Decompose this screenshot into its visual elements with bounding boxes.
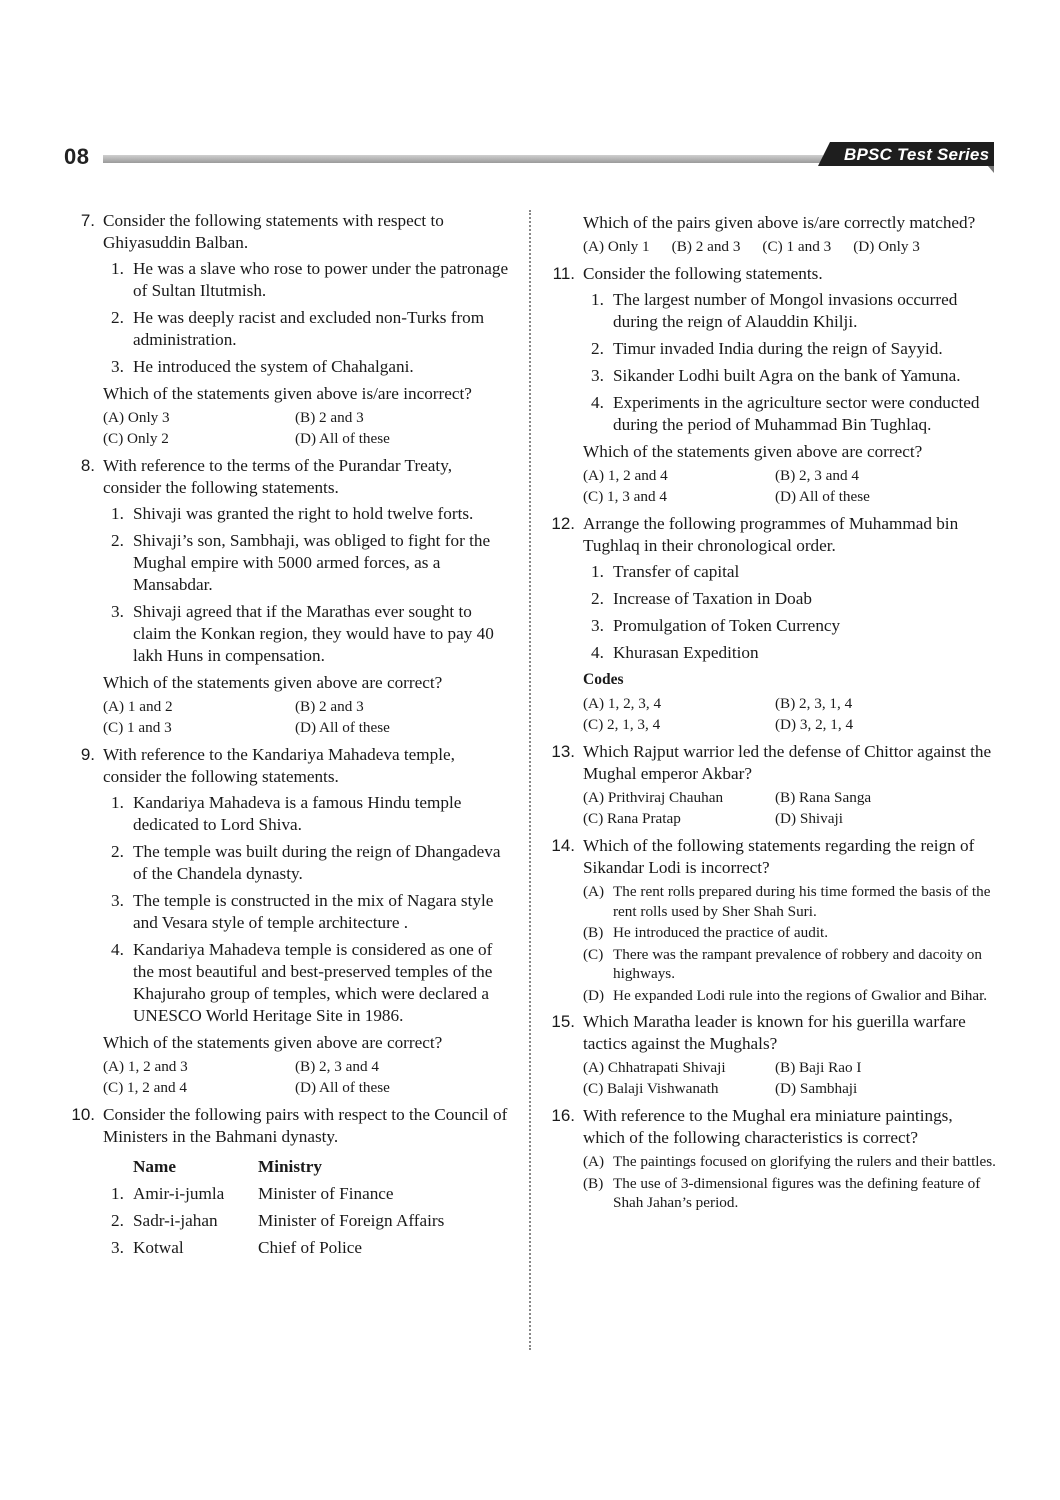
answer-options: [103, 1056, 512, 1098]
statement: 2. The temple was built during the reign of Dhangadeva of the Chandela dynasty.: [111, 842, 501, 883]
option-c[interactable]: (C) Only 2: [103, 430, 169, 447]
right-column: [546, 210, 996, 1219]
column-divider: [529, 210, 531, 1350]
option-b[interactable]: (B) Rana Sanga: [775, 789, 872, 806]
option-a[interactable]: (A) 1 and 2: [103, 698, 173, 715]
question-10: [66, 1104, 512, 1259]
option-d[interactable]: (D) All of these: [295, 430, 390, 447]
question-15: [546, 1011, 996, 1099]
option-c[interactable]: (C) 1 and 3: [103, 719, 172, 736]
question-prompt: Which of the statements given above are correct?: [583, 442, 923, 461]
option-a[interactable]: (A) Chhatrapati Shivaji: [583, 1059, 726, 1076]
statement: 2. Shivaji’s son, Sambhaji, was obliged to fight for the Mughal empire with 5000 armed forces, as a Mansabdar.: [111, 531, 491, 594]
statement: 2. Timur invaded India during the reign of Sayyid.: [591, 339, 943, 358]
answer-options: [583, 1057, 996, 1099]
question-number: 13.: [551, 742, 575, 761]
question-7: [66, 210, 512, 449]
question-text: Consider the following statements.: [583, 264, 823, 283]
question-8: [66, 455, 512, 738]
question-number: 14.: [551, 836, 575, 855]
statement: 4. Kandariya Mahadeva temple is considered as one of the most beautiful and best-preserved temples of the Khajuraho group of temples, which were declared a UNESCO World Heritage Site in 1986.: [111, 940, 493, 1025]
option-a[interactable]: (A) 1, 2 and 3: [103, 1058, 188, 1075]
option-c[interactable]: (C) 1 and 3: [762, 238, 832, 255]
option-a[interactable]: (A) The paintings focused on glorifying the rulers and their battles.: [583, 1153, 996, 1170]
option-b[interactable]: (B) 2 and 3: [295, 698, 364, 715]
statement-list: [583, 289, 996, 436]
question-text: Which Maratha leader is known for his guerilla warfare tactics against the Mughals?: [583, 1012, 966, 1053]
question-text: Arrange the following programmes of Muhammad bin Tughlaq in their chronological order.: [583, 514, 959, 555]
question-number: 16.: [551, 1106, 575, 1125]
option-b[interactable]: (B) Baji Rao I: [775, 1059, 862, 1076]
statement: 4. Experiments in the agriculture sector were conducted during the period of Muhammad Bin Tughlaq.: [591, 393, 980, 434]
column-header-name: Name: [133, 1157, 176, 1176]
page-number: 08: [64, 144, 90, 169]
codes-heading: Codes: [583, 671, 624, 688]
option-d[interactable]: (D) 3, 2, 1, 4: [775, 716, 854, 733]
question-text: With reference to the terms of the Purandar Treaty, consider the following statements.: [103, 456, 452, 497]
question-text: With reference to the Mughal era miniature paintings, which of the following characteristics is correct?: [583, 1106, 953, 1147]
statement: 1. Shivaji was granted the right to hold twelve forts.: [111, 504, 474, 523]
question-number: 12.: [551, 514, 575, 533]
statement: 1. He was a slave who rose to power under the patronage of Sultan Iltutmish.: [111, 259, 509, 300]
answer-options: [583, 1152, 996, 1213]
option-a[interactable]: (A) 1, 2, 3, 4: [583, 695, 662, 712]
question-prompt: Which of the statements given above is/are incorrect?: [103, 384, 472, 403]
question-11: [546, 263, 996, 507]
statement-list: [103, 792, 512, 1027]
option-d[interactable]: (D) Shivaji: [775, 810, 843, 827]
column-header-ministry: Ministry: [258, 1157, 322, 1176]
answer-options: [583, 787, 996, 829]
pair-name: 2. Sadr-i-jahan: [111, 1211, 218, 1230]
question-number: 7.: [80, 211, 95, 230]
statement: 3. The temple is constructed in the mix of Nagara style and Vesara style of temple architecture .: [111, 891, 494, 932]
question-number: 10.: [71, 1105, 95, 1124]
option-d[interactable]: (D) All of these: [295, 1079, 390, 1096]
answer-options: [103, 407, 512, 449]
statement-list: [583, 561, 996, 664]
option-a[interactable]: (A) Only 1: [583, 238, 650, 255]
question-13: [546, 741, 996, 829]
question-text: Consider the following pairs with respect to the Council of Ministers in the Bahmani dynasty.: [103, 1105, 508, 1146]
option-a[interactable]: (A) Prithviraj Chauhan: [583, 789, 724, 806]
statement: 1. The largest number of Mongol invasions occurred during the reign of Alauddin Khilji.: [591, 290, 958, 331]
statement: 2. Increase of Taxation in Doab: [591, 589, 812, 608]
option-a[interactable]: (A) Only 3: [103, 409, 170, 426]
left-column: [66, 210, 512, 1265]
series-banner: [818, 142, 994, 168]
statement: 2. He was deeply racist and excluded non-Turks from administration.: [111, 308, 485, 349]
question-prompt: Which of the pairs given above is/are correctly matched?: [583, 213, 976, 232]
pair-ministry: Minister of Foreign Affairs: [258, 1211, 445, 1230]
pair-name: 3. Kotwal: [111, 1238, 184, 1257]
option-d[interactable]: (D) Only 3: [853, 238, 920, 255]
answer-options: [583, 693, 996, 735]
option-d[interactable]: (D) All of these: [775, 488, 870, 505]
option-c[interactable]: (C) 2, 1, 3, 4: [583, 716, 661, 733]
statement: 3. He introduced the system of Chahalgani.: [111, 357, 414, 376]
series-title: BPSC Test Series: [844, 145, 990, 164]
question-text: Which of the following statements regarding the reign of Sikandar Lodi is incorrect?: [583, 836, 975, 877]
statement: 1. Kandariya Mahadeva is a famous Hindu temple dedicated to Lord Shiva.: [111, 793, 462, 834]
option-b[interactable]: (B) 2, 3, 1, 4: [775, 695, 853, 712]
option-a[interactable]: (A) The rent rolls prepared during his time formed the basis of the rent rolls used by Sher Shah Suri.: [583, 883, 991, 920]
option-c[interactable]: (C) 1, 3 and 4: [583, 488, 667, 505]
option-a[interactable]: (A) 1, 2 and 4: [583, 467, 668, 484]
question-number: 8.: [80, 456, 95, 475]
question-text: Consider the following statements with respect to Ghiyasuddin Balban.: [103, 211, 444, 252]
question-9: [66, 744, 512, 1098]
pair-name: 1. Amir-i-jumla: [111, 1184, 225, 1203]
question-12: [546, 513, 996, 735]
statement: 4. Khurasan Expedition: [591, 643, 759, 662]
option-b[interactable]: (B) 2, 3 and 4: [775, 467, 859, 484]
statement: 3. Shivaji agreed that if the Marathas ever sought to claim the Konkan region, they would have to pay 40 lakh Huns in compensation.: [111, 602, 494, 665]
pair-ministry: Chief of Police: [258, 1238, 363, 1257]
statement: 3. Promulgation of Token Currency: [591, 616, 841, 635]
pairs-table: [103, 1156, 512, 1259]
pair-ministry: Minister of Finance: [258, 1184, 394, 1203]
question-16: [546, 1105, 996, 1213]
statement-list: [103, 503, 512, 667]
option-b[interactable]: (B) 2, 3 and 4: [295, 1058, 379, 1075]
option-b[interactable]: (B) The use of 3-dimensional figures was the defining feature of Shah Jahan’s period.: [583, 1174, 981, 1211]
header-rule: [103, 155, 823, 163]
answer-options: [583, 882, 996, 1005]
question-number: 15.: [551, 1012, 575, 1031]
option-b[interactable]: (B) 2 and 3: [295, 409, 364, 426]
statement-list: [103, 258, 512, 378]
option-b[interactable]: (B) 2 and 3: [671, 238, 741, 255]
question-10-continued: [546, 212, 996, 257]
answer-options: [583, 236, 996, 257]
question-number: 9.: [80, 745, 95, 764]
question-number: 11.: [552, 264, 575, 283]
option-d[interactable]: (D) He expanded Lodi rule into the regions of Gwalior and Bihar.: [583, 986, 988, 1004]
option-c[interactable]: (C) Rana Pratap: [583, 810, 681, 827]
option-d[interactable]: (D) Sambhaji: [775, 1080, 858, 1097]
option-c[interactable]: (C) There was the rampant prevalence of robbery and dacoity on highways.: [583, 945, 982, 982]
option-c[interactable]: (C) Balaji Vishwanath: [583, 1080, 719, 1097]
answer-options: [103, 696, 512, 738]
question-text: Which Rajput warrior led the defense of Chittor against the Mughal emperor Akbar?: [583, 742, 992, 783]
statement: 3. Sikander Lodhi built Agra on the bank of Yamuna.: [591, 366, 961, 385]
question-text: With reference to the Kandariya Mahadeva temple, consider the following statements.: [103, 745, 455, 786]
statement: 1. Transfer of capital: [591, 562, 740, 581]
question-prompt: Which of the statements given above are correct?: [103, 1033, 443, 1052]
question-prompt: Which of the statements given above are correct?: [103, 673, 443, 692]
option-d[interactable]: (D) All of these: [295, 719, 390, 736]
option-c[interactable]: (C) 1, 2 and 4: [103, 1079, 187, 1096]
option-b[interactable]: (B) He introduced the practice of audit.: [583, 924, 829, 941]
question-14: [546, 835, 996, 1005]
answer-options: [583, 465, 996, 507]
